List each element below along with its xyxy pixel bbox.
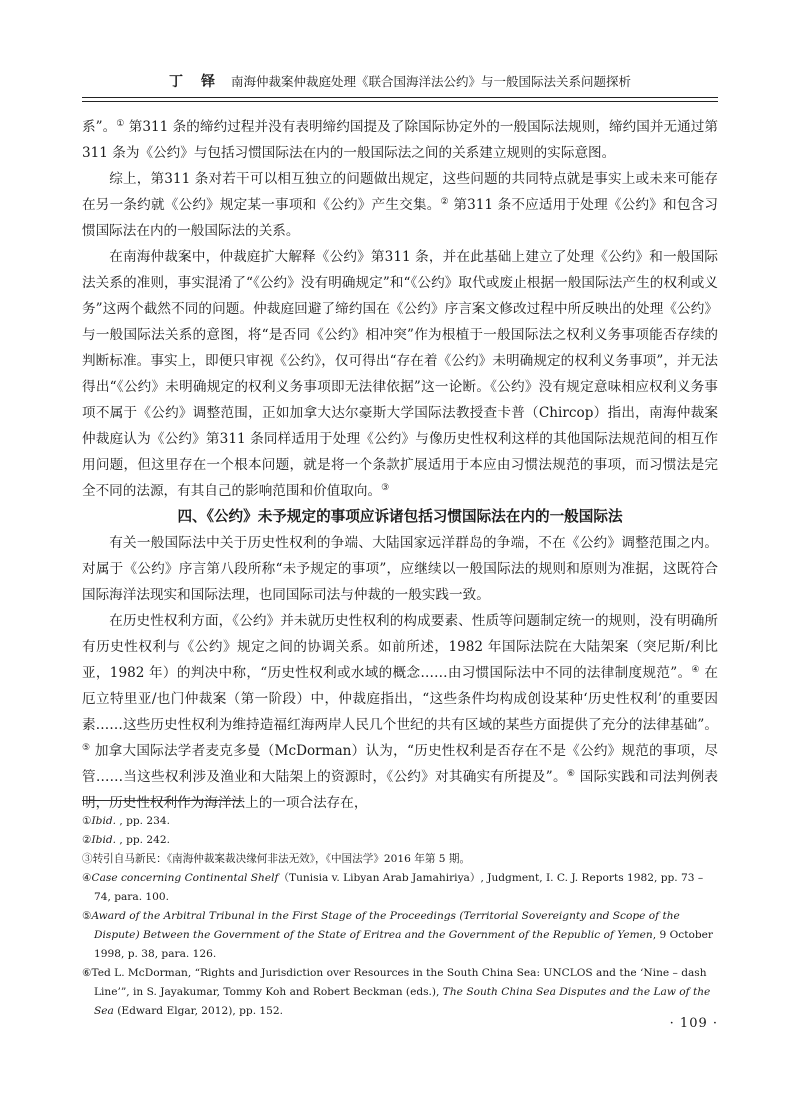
- footnote-mark: ②: [82, 834, 92, 846]
- paragraph-text: 在历史性权利方面，《公约》并未就历史性权利的构成要素、性质等问题制定统一的规则，没有明确所有历史性权利与《公约》规定之间的协调关系。如前所述，1982 年国际法院在大陆架案（突尼斯/利比亚，1982 年）的判决中称，“历史性权利或水域的概念……由习惯国际法中不同的法律制度规范”。: [82, 613, 718, 681]
- footnote-3: [82, 850, 718, 869]
- footnote-italic: Award of the Arbitral Tribunal in the First Stage of the Proceedings (Territorial Sovereignty and Scope of the Dispute) Between the Government of the State of Eritrea and the Government of the Republic of Yemen: [91, 910, 680, 941]
- footnote-mark: ④: [82, 872, 92, 884]
- footnote-text: (Edward Elgar, 2012), pp. 152.: [113, 1005, 284, 1017]
- footnote-italic: Ibid.: [91, 834, 117, 846]
- footnote-ref-5: ⑤: [82, 743, 91, 753]
- footnote-text: , pp. 234.: [116, 815, 171, 827]
- paragraph-text: 在南海仲裁案中，仲裁庭扩大解释《公约》第311 条，并在此基础上建立了处理《公约》和一般国际法关系的准则，事实混淆了“《公约》没有明确规定”和“《公约》取代或废止根据一般国际法产生的权利或义务”这两个截然不同的问题。仲裁庭回避了缔约国在《公约》序言案文修改过程中所反映出的处理《公约》与一般国际法关系的意图，将“是否同《公约》相冲突”作为根植于一般国际法之权利义务事项能否存续的判断标准。事实上，即便只审视《公约》，仅可得出“存在着《公约》未明确规定的权利义务事项”，并无法得出“《公约》未明确规定的权利义务事项即无法律依据”这一论断。《公约》没有规定意味相应权利义务事项不属于《公约》调整范围，正如加拿大达尔豪斯大学国际法教授查卡普（Chircop）指出，南海仲裁案仲裁庭认为《公约》第311 条同样适用于处理《公约》与像历史性权利这样的其他国际法规范间的相互作用问题，但这里存在一个根本问题，就是将一个条款扩展适用于本应由习惯法规范的事项，而习惯法是完全不同的法源，有其自己的影响范围和价值取向。: [82, 249, 718, 499]
- paragraph-2: [82, 166, 718, 244]
- section-heading: 四、《公约》未予规定的事项应诉诸包括习惯国际法在内的一般国际法: [177, 508, 623, 525]
- footnote-text: （Tunisia v. Libyan Arab Jamahiriya）, Judgment, I. C. J. Reports 1982, pp. 73 – 74, para. 100.: [94, 872, 704, 903]
- paragraph-text: 综上，第311 条对若干可以相互独立的问题做出规定，这些问题的共同特点就是事实上或未来可能存在另一条约就《公约》规定某一事项和《公约》产生交集。: [82, 171, 718, 213]
- footnote-ref-3: ③: [381, 483, 390, 493]
- header-title: 南海仲裁案仲裁庭处理《联合国海洋法公约》与一般国际法关系问题探析: [230, 74, 631, 89]
- footnote-4: [82, 869, 718, 907]
- running-header: [82, 70, 718, 94]
- footnote-1: [82, 812, 718, 831]
- paragraph-4: [82, 530, 718, 608]
- paragraph-text: 加拿大国际法学者麦克多曼（McDorman）认为，“历史性权利是否存在不是《公约》规范的事项，尽管……当这些权利涉及渔业和大陆架上的资源时，《公约》对其确实有所提及”。: [82, 743, 718, 785]
- header-author: 丁 铎: [168, 74, 217, 90]
- paragraph-text: 第311 条的缔约过程并没有表明缔约国提及了除国际协定外的一般国际法规则，缔约国并无通过第311 条为《公约》与包括习惯国际法在内的一般国际法之间的关系建立规则的实际意图。: [82, 119, 718, 161]
- paragraph-text: 在厄立特里亚/也门仲裁案（第一阶段）中，仲裁庭指出，“这些条件均构成创设某种‘历史性权利’的重要因素……这些历史性权利为维持造福红海两岸人民几个世纪的共有区域的某些方面提供了充分的法律基础”。: [82, 665, 718, 733]
- footnote-6: [82, 964, 718, 1021]
- footnote-mark: ⑥: [82, 967, 92, 979]
- footnote-italic: Case concerning Continental Shelf: [91, 872, 279, 884]
- paragraph-5: [82, 608, 718, 816]
- paragraph-text: 有关一般国际法中关于历史性权利的争端、大陆国家远洋群岛的争端，不在《公约》调整范围之内。对属于《公约》序言第八段所称“未予规定的事项”，应继续以一般国际法的规则和原则为准据，这既符合国际海洋法现实和国际法理，也同国际司法与仲裁的一般实践一致。: [82, 535, 718, 603]
- paragraph-text: 系”。: [82, 119, 117, 135]
- header-double-rule: [82, 97, 718, 102]
- footnote-text: Ted L. McDorman, “Rights and Jurisdiction over Resources in the South China Sea: UNCLOS and the ‘Nine – dash Line’”, in S. Jayakumar, Tommy Koh and Robert Beckman (eds.),: [91, 967, 707, 998]
- footnote-mark: ③: [82, 853, 93, 865]
- footnote-ref-6: ⑥: [566, 769, 576, 779]
- footnotes: [82, 812, 718, 1021]
- footnote-5: [82, 907, 718, 964]
- footnote-text: , pp. 242.: [116, 834, 171, 846]
- footnote-text: 转引自马新民：《南海仲裁案裁决缘何非法无效》，《中国法学》2016 年第 5 期。: [92, 853, 471, 865]
- footnote-ref-2: ②: [440, 197, 449, 207]
- footnote-mark: ①: [82, 815, 92, 827]
- footnote-ref-1: ①: [116, 119, 125, 129]
- footnote-ref-4: ④: [691, 665, 700, 675]
- article-body: [82, 114, 718, 816]
- page-number: · 109 ·: [669, 1016, 718, 1031]
- paragraph-3: [82, 244, 718, 504]
- footnote-italic: The South China Sea Disputes and the Law of the Sea: [94, 986, 711, 1017]
- paragraph-text: 国际实践和司法判例表明，历史性权利作为海洋法上的一项合法存在，: [82, 769, 718, 811]
- paragraph-1: [82, 114, 718, 166]
- footnote-text: , 9 October 1998, p. 38, para. 126.: [94, 929, 713, 960]
- footnote-2: [82, 831, 718, 850]
- footnote-mark: ⑤: [82, 910, 92, 922]
- footnote-italic: Ibid.: [91, 815, 117, 827]
- footnote-separator: [82, 800, 242, 801]
- paragraph-text: 第311 条不应适用于处理《公约》和包含习惯国际法在内的一般国际法的关系。: [82, 197, 718, 239]
